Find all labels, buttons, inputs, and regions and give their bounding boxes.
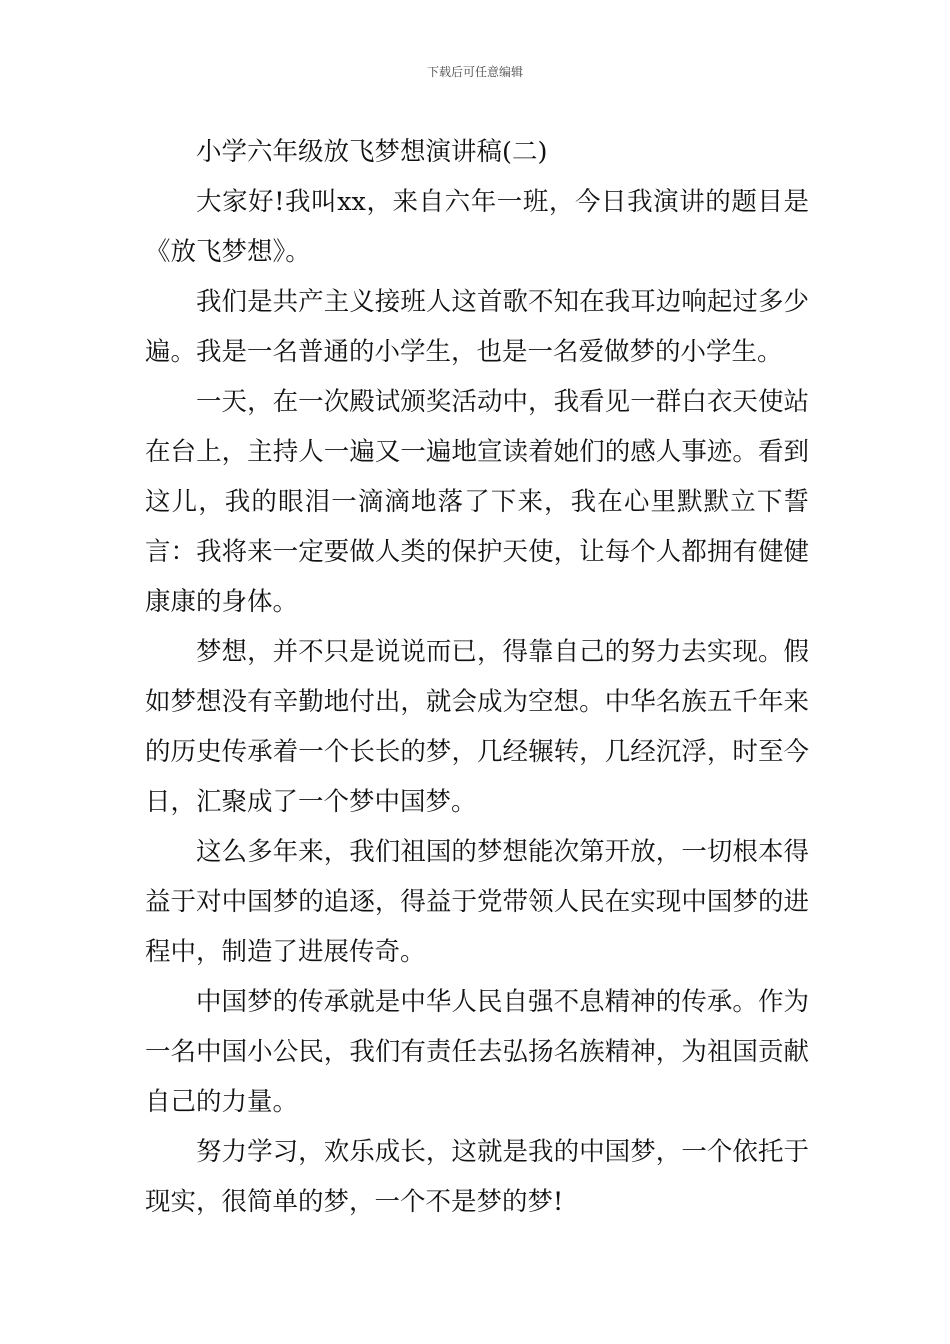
paragraph-4: 梦想，并不只是说说而已，得靠自己的努力去实现。假如梦想没有辛勤地付出，就会成为空想。中华名族五千年来的历史传承着一个长长的梦，几经辗转，几经沉浮，时至今日，汇聚成了一个梦中国梦。 bbox=[145, 637, 809, 817]
paragraph-7: 努力学习，欢乐成长，这就是我的中国梦，一个依托于现实，很简单的梦，一个不是梦的梦! bbox=[145, 1137, 809, 1217]
paragraph-1: 大家好!我叫xx，来自六年一班，今日我演讲的题目是《放飞梦想》。 bbox=[145, 187, 809, 267]
paragraph-5: 这么多年来，我们祖国的梦想能次第开放，一切根本得益于对中国梦的追逐，得益于党带领人民在实现中国梦的进程中，制造了进展传奇。 bbox=[145, 837, 809, 967]
paragraph-2: 我们是共产主义接班人这首歌不知在我耳边响起过多少遍。我是一名普通的小学生，也是一名爱做梦的小学生。 bbox=[145, 287, 809, 367]
paragraph-6: 中国梦的传承就是中华人民自强不息精神的传承。作为一名中国小公民，我们有责任去弘扬名族精神，为祖国贡献自己的力量。 bbox=[145, 987, 809, 1117]
document-body bbox=[145, 127, 809, 1227]
document-title: 小学六年级放飞梦想演讲稿(二) bbox=[196, 137, 548, 167]
paragraph-3: 一天，在一次殿试颁奖活动中，我看见一群白衣天使站在台上，主持人一遍又一遍地宣读着她们的感人事迹。看到这儿，我的眼泪一滴滴地落了下来，我在心里默默立下誓言：我将来一定要做人类的保护天使，让每个人都拥有健健康康的身体。 bbox=[145, 387, 809, 617]
page-header: 下载后可任意编辑 bbox=[426, 65, 523, 79]
